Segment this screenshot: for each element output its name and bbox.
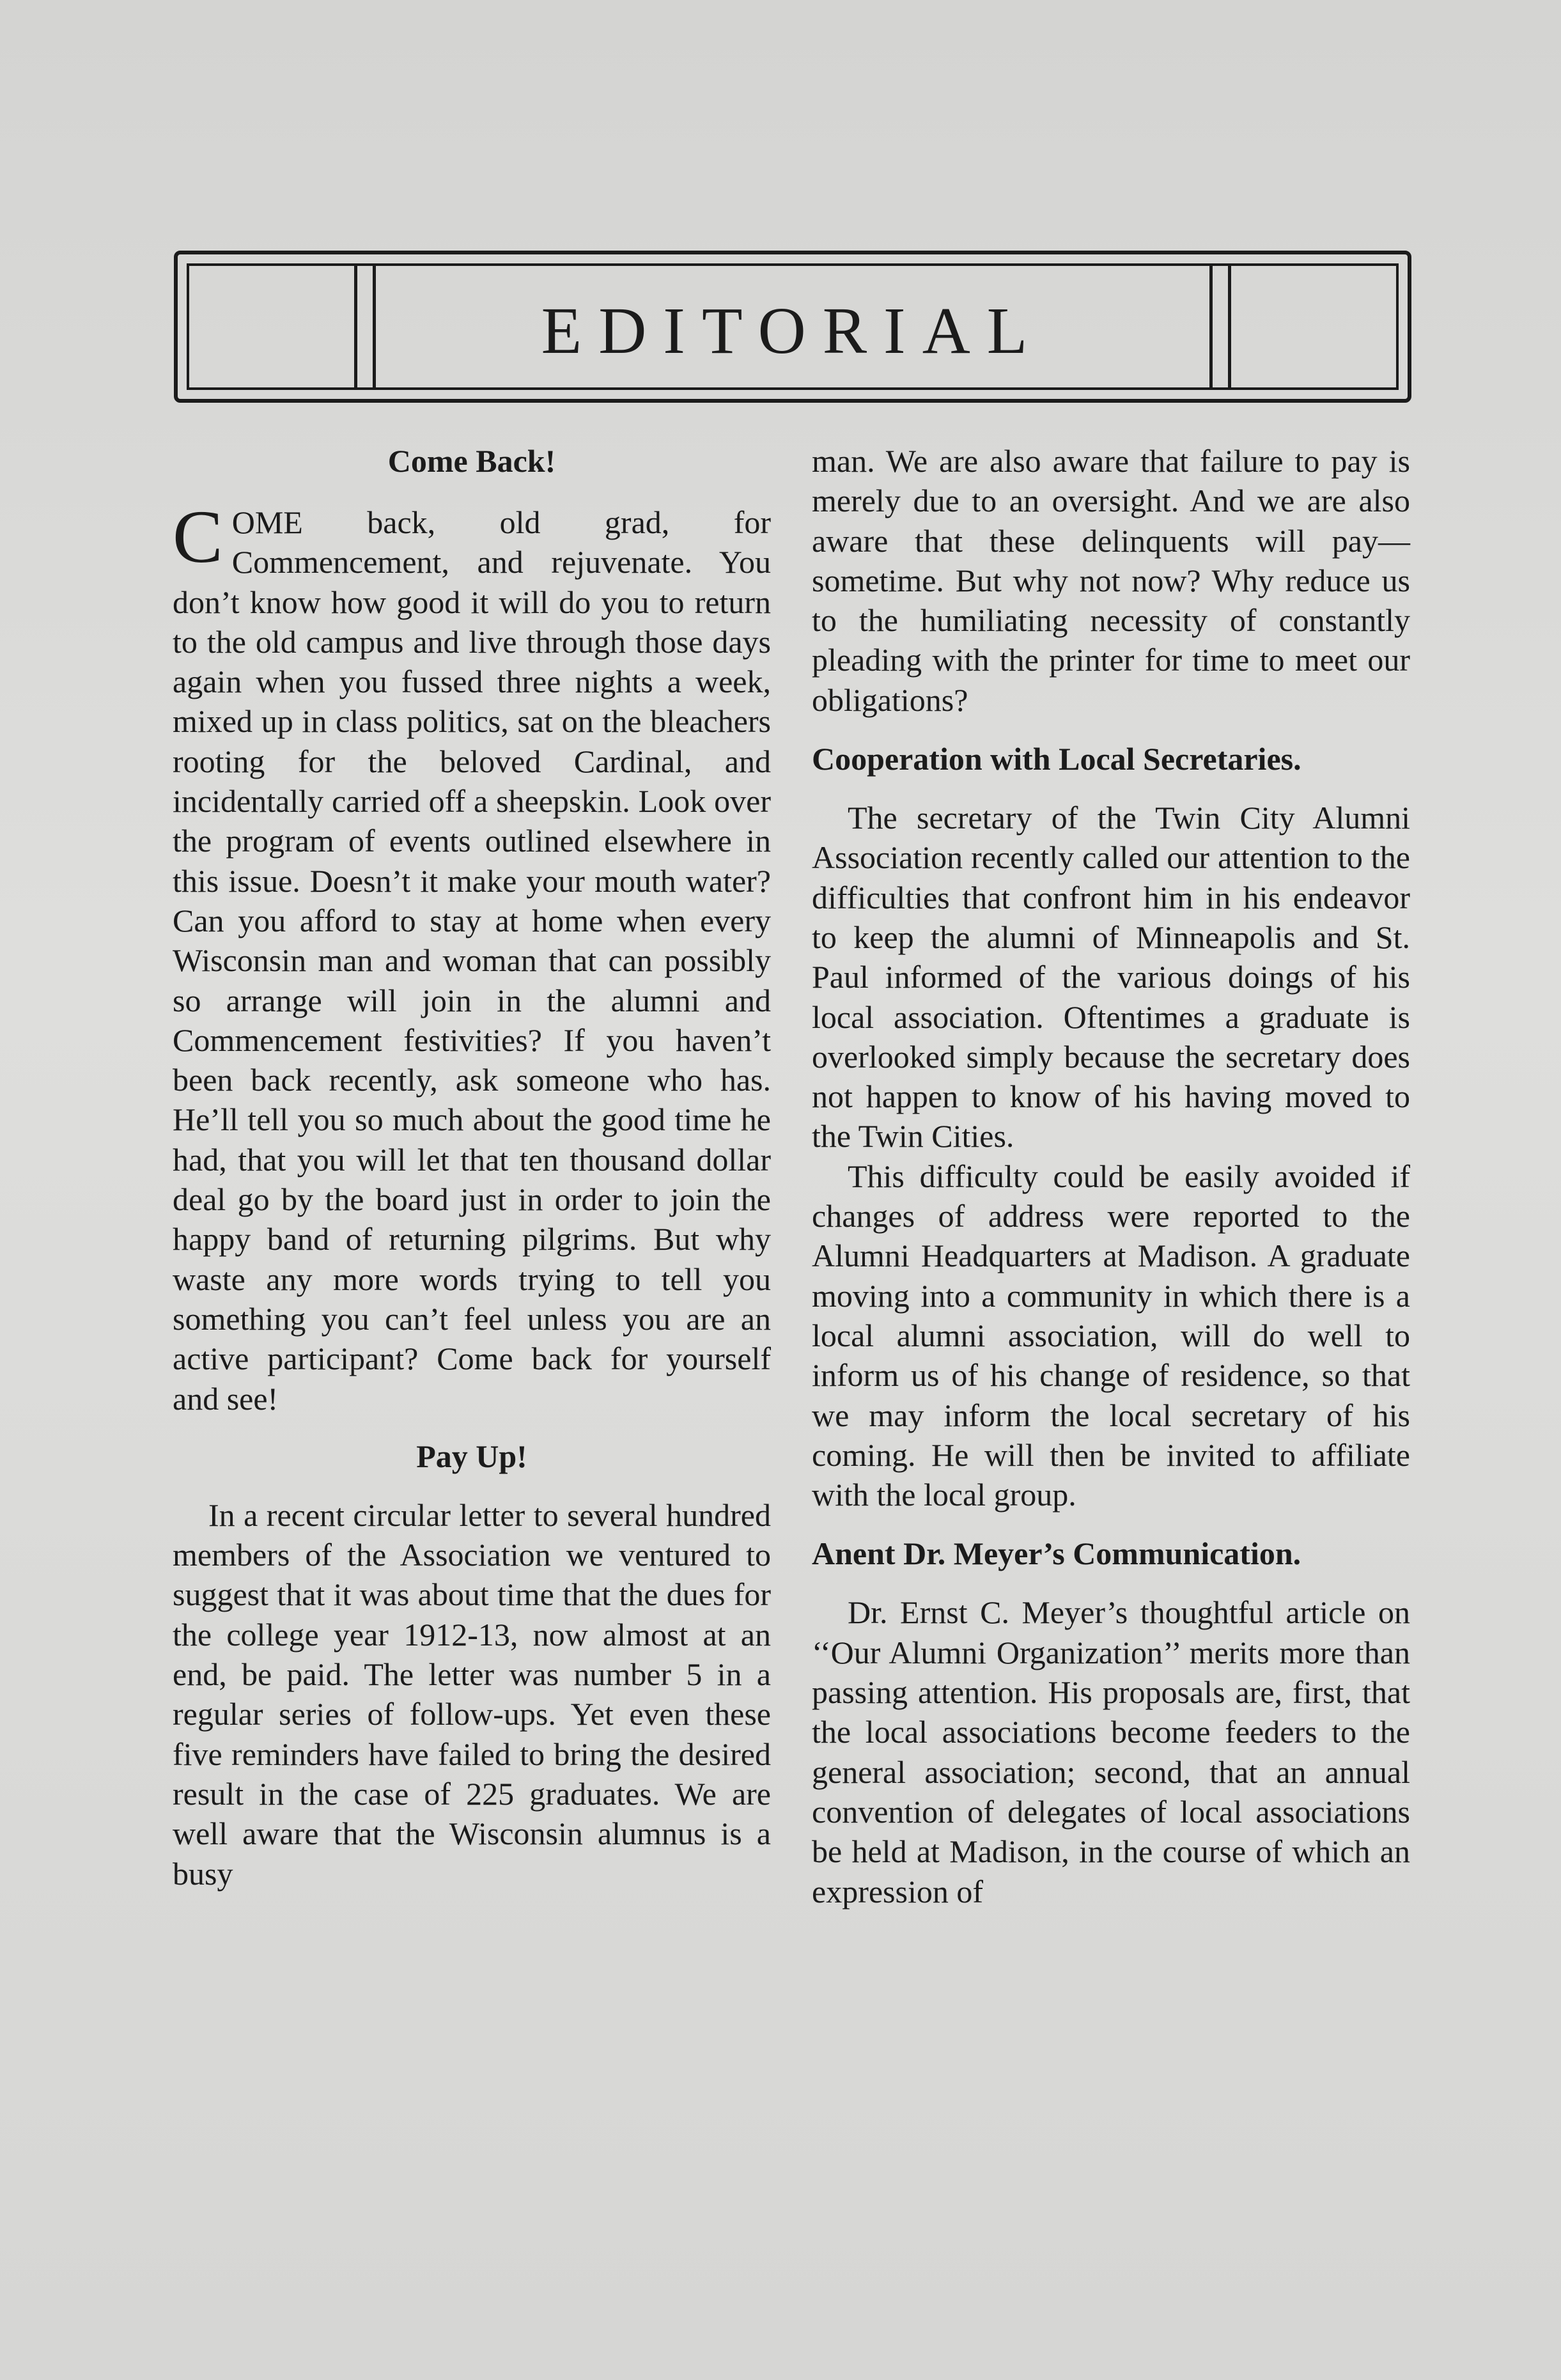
header-inner-border	[187, 263, 1399, 390]
cooperation-paragraph-2: This difficulty could be easily avoided if changes of address were reported to the Alumni Headquarters at Madison. A graduate moving into a community in which there is a local alumni association, will do well to inform us of his change of residence, so that we may inform the local secretary of his coming. He will then be invited to affiliate with the local group.	[812, 1158, 1410, 1513]
come-back-text: OME back, old grad, for Commencement, and rejuvenate. You don’t know how good it will do you to return to the old campus and live through those days again when you fussed three nights a week, mixed up in class politics, sat on the bleachers rooting for the beloved Cardinal, and incidentally carried off a sheepskin. Look over the program of events outlined elsewhere in this issue. Doesn’t it make your mouth water? Can you afford to stay at home when every Wisconsin man and woman that can possibly so arrange will join in the alumni and Commencement festivities? If you haven’t been back recently, ask someone who has. He’ll tell you so much about the good time he had, that you will let that ten thousand dollar deal go by the board just in order to join the happy band of returning pilgrims. But why waste any more words trying to tell you something you can’t feel unless you are an active participant? Come back for yourself and see!	[173, 504, 771, 1417]
pay-up-heading: Pay Up!	[416, 1438, 527, 1474]
anent-paragraph: Dr. Ernst C. Meyer’s thoughtful article on ‘‘Our Alumni Organization’’ merits more than passing attention. His proposals are, first, that the local associations become feeders to the general association; second, that an annual convention of delegates of local associations be held at Madison, in the course of which an expression of	[812, 1594, 1410, 1909]
cooperation-heading: Cooperation with Local Secretaries.	[812, 741, 1301, 777]
anent-heading: Anent Dr. Meyer’s Communication.	[812, 1536, 1301, 1572]
editorial-header-box	[174, 251, 1411, 403]
right-column	[812, 441, 1410, 1911]
come-back-paragraph	[173, 495, 771, 1419]
page-title: EDITORIAL	[541, 294, 1045, 368]
pay-up-paragraph: In a recent circular letter to several hundred members of the Association we ventured to suggest that it was about time that the dues for the college year 1912-13, now almost at an end, be paid. The letter was number 5 in a regular series of follow-ups. Yet even these five reminders have failed to bring the desired result in the case of 225 graduates. We are well aware that the Wisconsin alumnus is a busy	[173, 1497, 771, 1892]
drop-cap: C	[173, 495, 223, 579]
left-column	[173, 441, 771, 1894]
pay-up-continued-paragraph: man. We are also aware that failure to pay is merely due to an oversight. And we are also aware that these delinquents will pay—sometime. But why not now? Why reduce us to the humiliating necessity of constantly pleading with the printer for time to meet our obligations?	[812, 443, 1410, 718]
cooperation-paragraph-1: The secretary of the Twin City Alumni Association recently called our attention to the difficulties that confront him in his endeavor to keep the alumni of Minneapolis and St. Paul informed of the various doings of his local association. Oftentimes a graduate is overlooked simply because the secretary does not happen to know of his having moved to the Twin Cities.	[812, 800, 1410, 1155]
come-back-heading: Come Back!	[387, 443, 556, 479]
